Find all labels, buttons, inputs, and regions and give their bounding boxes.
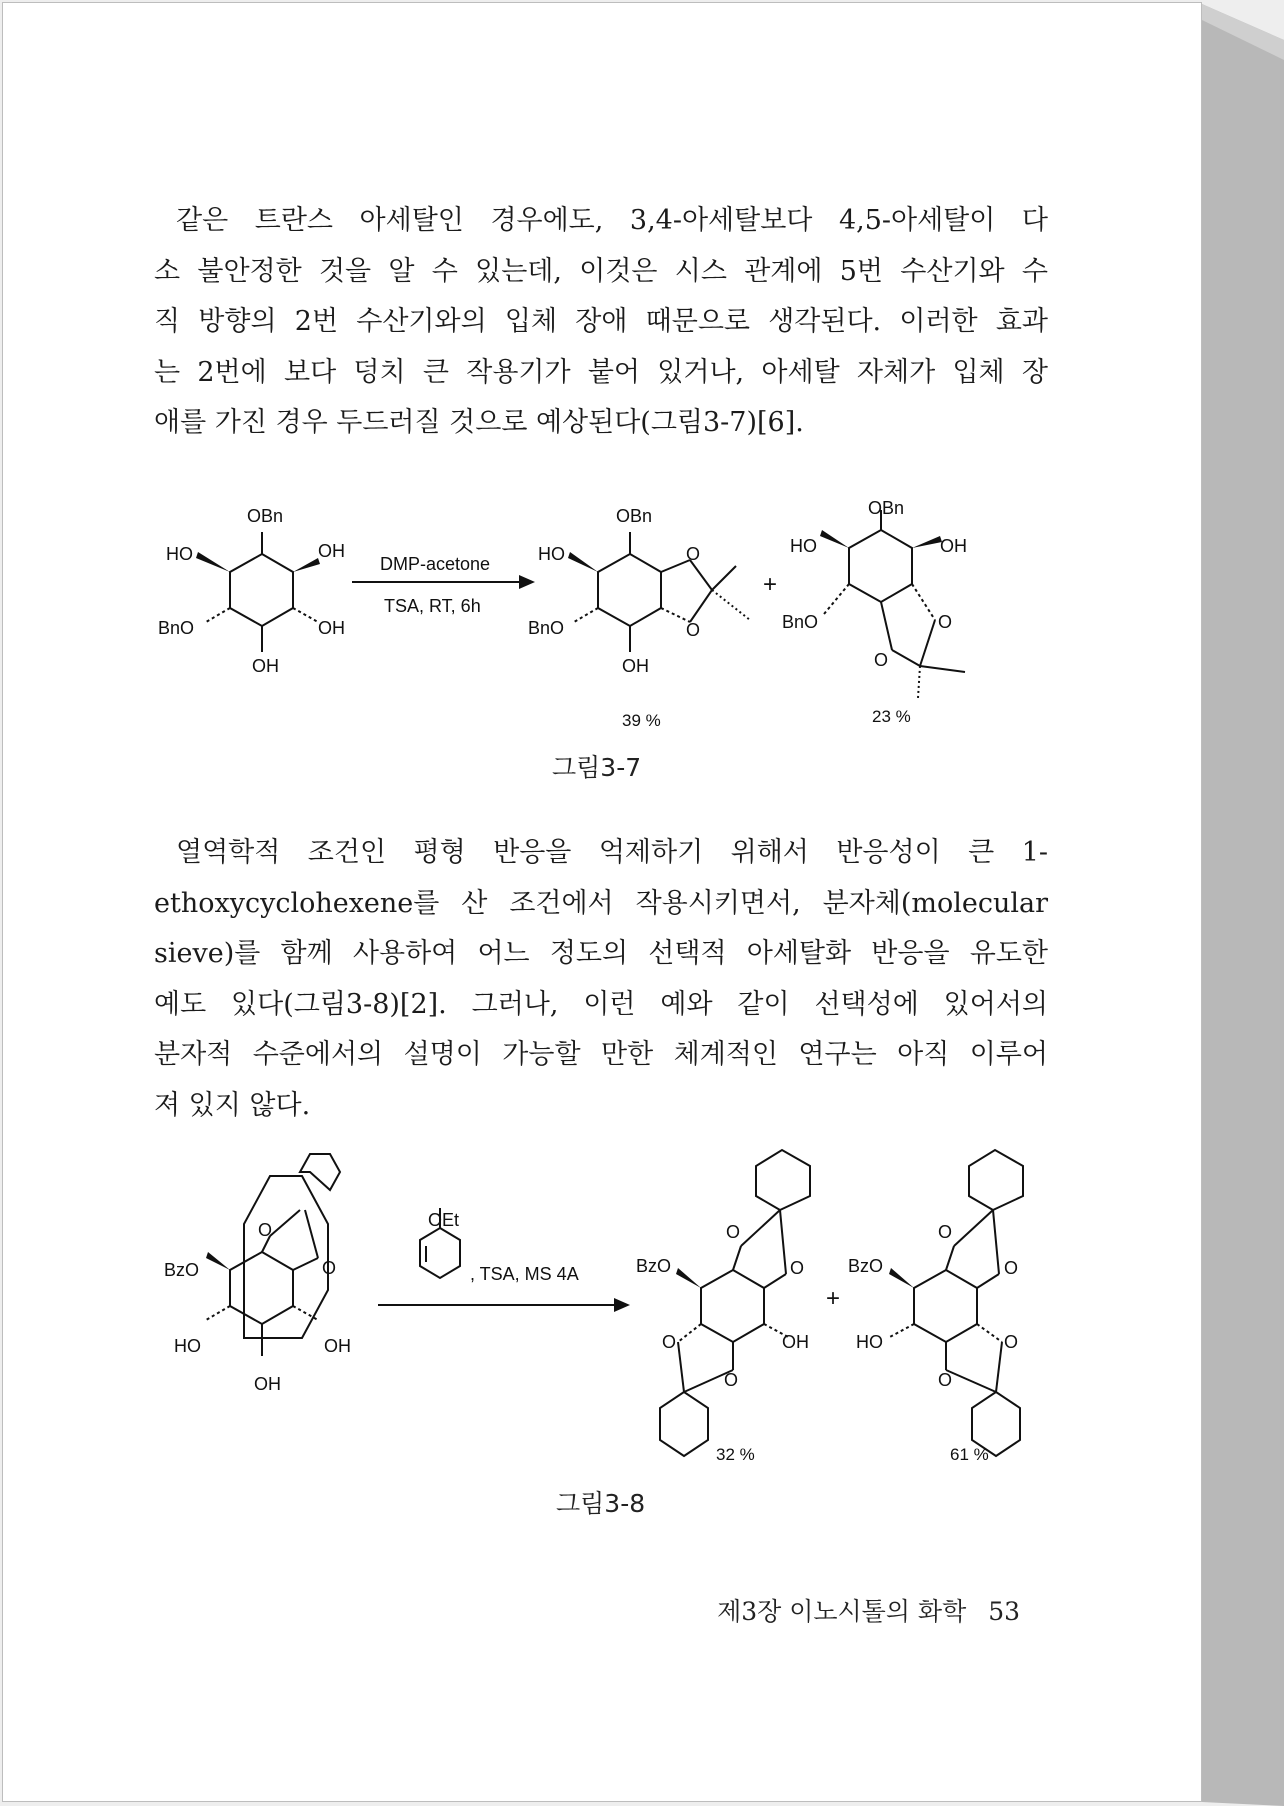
label-o: O: [1004, 1332, 1019, 1352]
reagent-conditions: TSA, RT, 6h: [384, 596, 481, 616]
label-bno: BnO: [158, 618, 195, 638]
paragraph-1-line: 소 불안정한 것을 알 수 있는데, 이것은 시스 관계에 5번 수산기와 수: [154, 255, 1048, 287]
label-ho: HO: [538, 544, 565, 564]
yield-product-1: 39 %: [622, 711, 661, 730]
label-o: O: [1004, 1258, 1019, 1278]
label-o: O: [686, 544, 701, 564]
label-o: O: [686, 620, 701, 640]
label-obn: OBn: [247, 506, 284, 526]
paragraph-1-line: 애를 가진 경우 두드러질 것으로 예상된다(그림3-7)[6].: [154, 407, 804, 438]
yield-product-2: 61 %: [950, 1445, 989, 1464]
label-obn: OBn: [616, 506, 653, 526]
label-bzo: BzO: [636, 1256, 672, 1276]
paragraph-2-line: 져 있지 않다.: [154, 1089, 311, 1121]
page-number: 53: [988, 1597, 1020, 1626]
yield-product-2: 23 %: [872, 707, 911, 726]
plus-sign: +: [826, 1285, 841, 1312]
yield-product-1: 32 %: [716, 1445, 755, 1464]
label-o: O: [938, 612, 953, 632]
reagent-dmp-acetone: DMP-acetone: [380, 554, 491, 574]
label-oh: OH: [622, 656, 649, 676]
label-oh: OH: [252, 656, 279, 676]
label-ho: HO: [856, 1332, 883, 1352]
label-bno: BnO: [528, 618, 565, 638]
label-oh: OH: [254, 1374, 281, 1394]
label-oh: OH: [324, 1336, 351, 1356]
label-obn: OBn: [868, 498, 905, 518]
label-ho: HO: [174, 1336, 201, 1356]
label-ho: HO: [790, 536, 817, 556]
paragraph-2-line: 예도 있다(그림3-8)[2]. 그러나, 이런 예와 같이 선택성에 있어서의: [154, 988, 1048, 1020]
figure-caption: 그림3-8: [556, 1489, 646, 1518]
label-ho: HO: [166, 544, 193, 564]
paragraph-1-line: 같은 트란스 아세탈인 경우에도, 3,4-아세탈보다 4,5-아세탈이 다: [176, 205, 1048, 236]
reagent-oet: OEt: [428, 1210, 460, 1230]
label-o: O: [662, 1332, 677, 1352]
label-o: O: [790, 1258, 805, 1278]
label-bno: BnO: [782, 612, 819, 632]
paragraph-2-line: 열역학적 조건인 평형 반응을 억제하기 위해서 반응성이 큰 1-: [176, 837, 1048, 868]
paragraph-2-line: sieve)를 함께 사용하여 어느 정도의 선택적 아세탈화 반응을 유도한: [154, 938, 1048, 969]
label-o: O: [322, 1258, 337, 1278]
paragraph-1-line: 는 2번에 보다 덩치 큰 작용기가 붙어 있거나, 아세탈 자체가 입체 장: [154, 356, 1048, 388]
label-oh: OH: [782, 1332, 809, 1352]
label-o: O: [258, 1220, 273, 1240]
figure-caption: 그림3-7: [552, 753, 642, 782]
label-o: O: [874, 650, 889, 670]
plus-sign: +: [763, 571, 778, 598]
chapter-title: 제3장 이노시톨의 화학: [717, 1597, 967, 1626]
label-o: O: [726, 1222, 741, 1242]
label-oh: OH: [940, 536, 967, 556]
label-o: O: [724, 1370, 739, 1390]
label-bzo: BzO: [164, 1260, 200, 1280]
label-o: O: [938, 1370, 953, 1390]
paragraph-1-line: 직 방향의 2번 수산기와의 입체 장애 때문으로 생각된다. 이러한 효과: [154, 306, 1048, 337]
reagent-conditions: , TSA, MS 4A: [470, 1264, 579, 1284]
label-bzo: BzO: [848, 1256, 884, 1276]
label-o: O: [938, 1222, 953, 1242]
paragraph-2-line: 분자적 수준에서의 설명이 가능할 만한 체계적인 연구는 아직 이루어: [154, 1039, 1048, 1070]
label-oh: OH: [318, 618, 345, 638]
paragraph-2-line: ethoxycyclohexene를 산 조건에서 작용시키면서, 분자체(molecular: [154, 887, 1048, 919]
page-footer: [717, 1592, 1020, 1628]
label-oh: OH: [318, 541, 345, 561]
